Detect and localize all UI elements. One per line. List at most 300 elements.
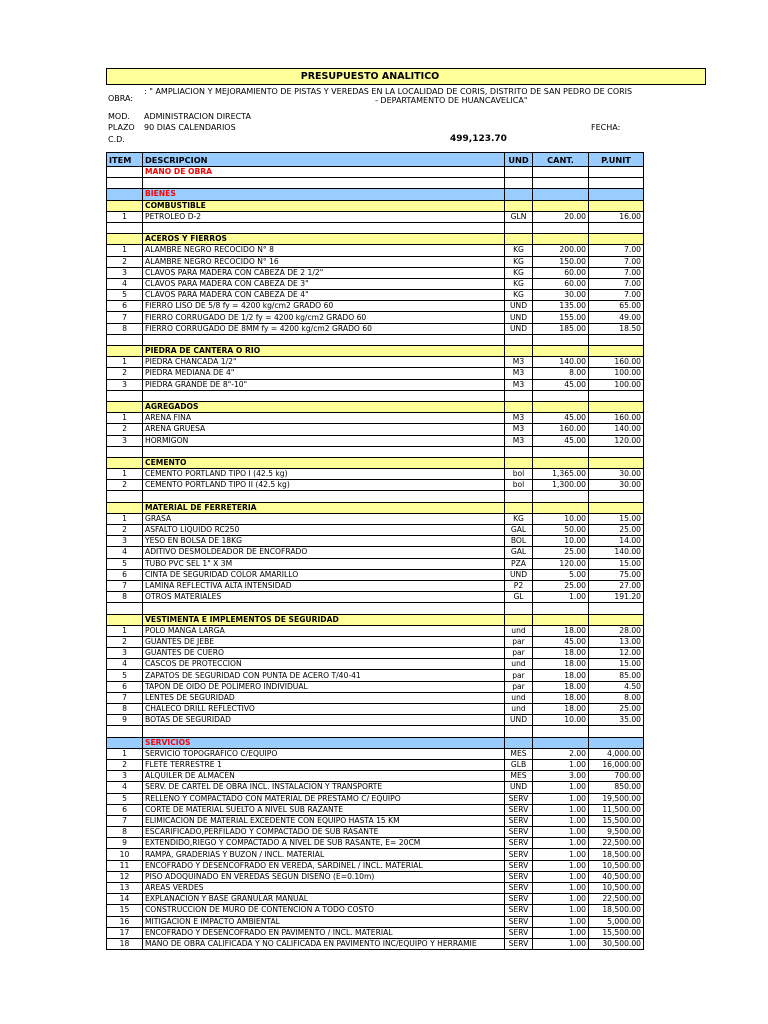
description-cell: ENCOFRADO Y DESENCOFRADO EN VEREDA, SARDINEL / INCL. MATERIAL [143, 860, 505, 871]
unit-price-cell: 15.00 [589, 659, 644, 670]
quantity-cell [533, 200, 589, 211]
blank-row [107, 222, 644, 233]
quantity-cell: 45.00 [533, 636, 589, 647]
description-cell: CEMENTO [143, 457, 505, 468]
unit-price-cell: 100.00 [589, 368, 644, 379]
description-cell [143, 390, 505, 401]
item-number-cell: 3 [107, 771, 143, 782]
header-unit: UND [505, 153, 533, 167]
quantity-cell: 135.00 [533, 301, 589, 312]
table-row [107, 681, 644, 692]
cd-label: C.D. [108, 135, 125, 144]
description-cell: CHALECO DRILL REFLECTIVO [143, 704, 505, 715]
quantity-cell: 1.00 [533, 860, 589, 871]
unit-price-cell: 18.50 [589, 323, 644, 334]
unit-price-cell: 850.00 [589, 782, 644, 793]
unit-price-cell: 13.00 [589, 636, 644, 647]
quantity-cell: 25.00 [533, 547, 589, 558]
category-row [107, 234, 644, 245]
item-number-cell: 6 [107, 301, 143, 312]
quantity-cell [533, 222, 589, 233]
unit-cell [505, 178, 533, 189]
unit-cell: GLN [505, 211, 533, 222]
section-row [107, 737, 644, 748]
item-number-cell: 2 [107, 759, 143, 770]
unit-price-cell [589, 446, 644, 457]
table-row [107, 267, 644, 278]
unit-price-cell [589, 614, 644, 625]
description-cell: LENTES DE SEGURIDAD [143, 692, 505, 703]
quantity-cell: 30.00 [533, 290, 589, 301]
quantity-cell: 140.00 [533, 357, 589, 368]
description-cell: RAMPA, GRADERIAS Y BUZON / INCL. MATERIAL [143, 849, 505, 860]
blank-row [107, 603, 644, 614]
item-number-cell: 5 [107, 670, 143, 681]
unit-cell: MES [505, 771, 533, 782]
category-row [107, 200, 644, 211]
table-row [107, 547, 644, 558]
table-row [107, 558, 644, 569]
unit-cell: UND [505, 782, 533, 793]
unit-cell: SERV [505, 804, 533, 815]
unit-price-cell [589, 167, 644, 178]
unit-price-cell: 16,000.00 [589, 759, 644, 770]
item-number-cell: 4 [107, 659, 143, 670]
unit-price-cell: 27.00 [589, 580, 644, 591]
item-number-cell [107, 401, 143, 412]
quantity-cell: 10.00 [533, 715, 589, 726]
unit-price-cell: 18,500.00 [589, 849, 644, 860]
item-number-cell: 4 [107, 547, 143, 558]
table-row [107, 625, 644, 636]
table-row [107, 860, 644, 871]
quantity-cell: 1.00 [533, 871, 589, 882]
item-number-cell [107, 603, 143, 614]
item-number-cell: 6 [107, 569, 143, 580]
unit-price-cell: 11,500.00 [589, 804, 644, 815]
quantity-cell: 1,365.00 [533, 469, 589, 480]
unit-price-cell: 40,500.00 [589, 871, 644, 882]
item-number-cell: 9 [107, 838, 143, 849]
header-unit-price: P.UNIT [589, 153, 644, 167]
quantity-cell [533, 401, 589, 412]
unit-price-cell [589, 200, 644, 211]
unit-price-cell: 75.00 [589, 569, 644, 580]
document-title: PRESUPUESTO ANALITICO [106, 68, 706, 85]
unit-cell: SERV [505, 905, 533, 916]
description-cell: GUANTES DE JEBE [143, 636, 505, 647]
quantity-cell: 1.00 [533, 838, 589, 849]
table-row [107, 782, 644, 793]
quantity-cell: 1.00 [533, 905, 589, 916]
unit-cell: GL [505, 592, 533, 603]
item-number-cell: 1 [107, 413, 143, 424]
unit-price-cell [589, 178, 644, 189]
table-row [107, 804, 644, 815]
table-row [107, 323, 644, 334]
item-number-cell: 17 [107, 927, 143, 938]
item-number-cell: 3 [107, 536, 143, 547]
item-number-cell: 2 [107, 525, 143, 536]
quantity-cell: 1.00 [533, 793, 589, 804]
unit-price-cell: 100.00 [589, 379, 644, 390]
table-row [107, 312, 644, 323]
description-cell: CLAVOS PARA MADERA CON CABEZA DE 4" [143, 290, 505, 301]
unit-cell [505, 614, 533, 625]
unit-price-cell: 65.00 [589, 301, 644, 312]
item-number-cell: 7 [107, 580, 143, 591]
quantity-cell: 1.00 [533, 592, 589, 603]
unit-price-cell: 16.00 [589, 211, 644, 222]
unit-cell [505, 502, 533, 513]
description-cell: PISO ADOQUINADO EN VEREDAS SEGUN DISEÑO (E=0.10m) [143, 871, 505, 882]
mod-label: MOD. [108, 112, 130, 121]
item-number-cell [107, 446, 143, 457]
table-row [107, 536, 644, 547]
table-row [107, 938, 644, 949]
quantity-cell [533, 167, 589, 178]
item-number-cell [107, 457, 143, 468]
unit-cell: M3 [505, 368, 533, 379]
unit-cell: M3 [505, 413, 533, 424]
description-cell: ASFALTO LIQUIDO RC250 [143, 525, 505, 536]
unit-cell: SERV [505, 838, 533, 849]
description-cell: ALQUILER DE ALMACEN [143, 771, 505, 782]
unit-price-cell [589, 189, 644, 200]
item-number-cell: 12 [107, 871, 143, 882]
category-row [107, 614, 644, 625]
unit-price-cell: 8.00 [589, 692, 644, 703]
item-number-cell [107, 390, 143, 401]
unit-price-cell: 700.00 [589, 771, 644, 782]
quantity-cell: 18.00 [533, 704, 589, 715]
item-number-cell [107, 200, 143, 211]
quantity-cell: 18.00 [533, 659, 589, 670]
quantity-cell: 1.00 [533, 927, 589, 938]
unit-cell: SERV [505, 871, 533, 882]
quantity-cell [533, 390, 589, 401]
item-number-cell [107, 222, 143, 233]
table-row [107, 916, 644, 927]
unit-cell: P2 [505, 580, 533, 591]
quantity-cell [533, 614, 589, 625]
quantity-cell: 20.00 [533, 211, 589, 222]
unit-price-cell: 35.00 [589, 715, 644, 726]
unit-price-cell: 7.00 [589, 256, 644, 267]
unit-cell [505, 346, 533, 357]
quantity-cell [533, 457, 589, 468]
blank-row [107, 491, 644, 502]
table-row [107, 525, 644, 536]
unit-cell: und [505, 659, 533, 670]
quantity-cell: 150.00 [533, 256, 589, 267]
table-row [107, 894, 644, 905]
quantity-cell: 1.00 [533, 782, 589, 793]
item-number-cell: 1 [107, 245, 143, 256]
unit-price-cell: 7.00 [589, 290, 644, 301]
table-row [107, 245, 644, 256]
description-cell: ALAMBRE NEGRO RECOCIDO N° 16 [143, 256, 505, 267]
description-cell: PIEDRA MEDIANA DE 4" [143, 368, 505, 379]
item-number-cell: 15 [107, 905, 143, 916]
unit-price-cell: 28.00 [589, 625, 644, 636]
description-cell: MANO DE OBRA CALIFICADA Y NO CALIFICADA EN PAVIMENTO INC/EQUIPO Y HERRAMIE [143, 938, 505, 949]
table-row [107, 256, 644, 267]
item-number-cell: 2 [107, 480, 143, 491]
unit-price-cell [589, 234, 644, 245]
description-cell: HORMIGON [143, 435, 505, 446]
table-row [107, 480, 644, 491]
unit-cell: KG [505, 256, 533, 267]
unit-cell: SERV [505, 815, 533, 826]
unit-price-cell: 160.00 [589, 357, 644, 368]
unit-cell: par [505, 648, 533, 659]
unit-price-cell [589, 491, 644, 502]
section-row [107, 189, 644, 200]
item-number-cell [107, 167, 143, 178]
header-description: DESCRIPCION [143, 153, 505, 167]
description-cell: BIENES [143, 189, 505, 200]
blank-row [107, 726, 644, 737]
table-row [107, 513, 644, 524]
item-number-cell [107, 502, 143, 513]
quantity-cell: 18.00 [533, 670, 589, 681]
quantity-cell [533, 446, 589, 457]
quantity-cell: 50.00 [533, 525, 589, 536]
quantity-cell [533, 603, 589, 614]
quantity-cell: 1.00 [533, 883, 589, 894]
description-cell: PIEDRA GRANDE DE 8"-10" [143, 379, 505, 390]
unit-cell: bol [505, 469, 533, 480]
item-number-cell: 8 [107, 704, 143, 715]
unit-price-cell: 9,500.00 [589, 827, 644, 838]
table-row [107, 871, 644, 882]
description-cell: ALAMBRE NEGRO RECOCIDO N° 8 [143, 245, 505, 256]
description-cell: EXPLANACION Y BASE GRANULAR MANUAL [143, 894, 505, 905]
unit-price-cell: 85.00 [589, 670, 644, 681]
table-row [107, 368, 644, 379]
description-cell: PIEDRA CHANCADA 1/2" [143, 357, 505, 368]
table-row [107, 569, 644, 580]
unit-price-cell [589, 603, 644, 614]
description-cell [143, 491, 505, 502]
item-number-cell: 1 [107, 513, 143, 524]
unit-price-cell: 22,500.00 [589, 838, 644, 849]
unit-price-cell: 10,500.00 [589, 860, 644, 871]
quantity-cell: 120.00 [533, 558, 589, 569]
item-number-cell: 11 [107, 860, 143, 871]
description-cell: CONSTRUCCION DE MURO DE CONTENCION A TODO COSTO [143, 905, 505, 916]
budget-table [106, 152, 644, 950]
description-cell: ENCOFRADO Y DESENCOFRADO EN PAVIMENTO / INCL. MATERIAL [143, 927, 505, 938]
budget-table-body [107, 153, 644, 950]
quantity-cell: 45.00 [533, 379, 589, 390]
item-number-cell: 9 [107, 715, 143, 726]
unit-cell: und [505, 704, 533, 715]
blank-row [107, 446, 644, 457]
table-row [107, 704, 644, 715]
item-number-cell: 7 [107, 692, 143, 703]
description-cell: TUBO PVC SEL 1" X 3M [143, 558, 505, 569]
item-number-cell: 4 [107, 278, 143, 289]
quantity-cell: 185.00 [533, 323, 589, 334]
table-row [107, 692, 644, 703]
unit-cell: M3 [505, 424, 533, 435]
item-number-cell [107, 178, 143, 189]
table-row [107, 759, 644, 770]
unit-cell: par [505, 681, 533, 692]
unit-cell: SERV [505, 860, 533, 871]
description-cell: COMBUSTIBLE [143, 200, 505, 211]
description-cell: GUANTES DE CUERO [143, 648, 505, 659]
description-cell: ADITIVO DESMOLDEADOR DE ENCOFRADO [143, 547, 505, 558]
table-row [107, 670, 644, 681]
item-number-cell: 16 [107, 916, 143, 927]
item-number-cell: 18 [107, 938, 143, 949]
unit-price-cell: 191.20 [589, 592, 644, 603]
item-number-cell: 2 [107, 424, 143, 435]
quantity-cell: 1.00 [533, 916, 589, 927]
description-cell: BOTAS DE SEGURIDAD [143, 715, 505, 726]
description-cell: SERVICIOS [143, 737, 505, 748]
table-row [107, 413, 644, 424]
item-number-cell [107, 189, 143, 200]
quantity-cell: 1.00 [533, 938, 589, 949]
unit-cell: M3 [505, 379, 533, 390]
quantity-cell: 1.00 [533, 759, 589, 770]
table-row [107, 815, 644, 826]
quantity-cell: 10.00 [533, 513, 589, 524]
quantity-cell: 155.00 [533, 312, 589, 323]
table-row [107, 211, 644, 222]
item-number-cell [107, 726, 143, 737]
unit-price-cell: 30,500.00 [589, 938, 644, 949]
item-number-cell: 1 [107, 625, 143, 636]
table-row [107, 827, 644, 838]
unit-cell: M3 [505, 357, 533, 368]
table-row [107, 580, 644, 591]
quantity-cell: 18.00 [533, 625, 589, 636]
table-row [107, 278, 644, 289]
table-row [107, 290, 644, 301]
unit-price-cell: 25.00 [589, 525, 644, 536]
item-number-cell [107, 334, 143, 345]
item-number-cell: 5 [107, 290, 143, 301]
description-cell: EXTENDIDO,RIEGO Y COMPACTADO A NIVEL DE SUB RASANTE, E= 20CM [143, 838, 505, 849]
quantity-cell: 1.00 [533, 894, 589, 905]
item-number-cell: 7 [107, 815, 143, 826]
quantity-cell [533, 737, 589, 748]
description-cell: ELIMICACION DE MATERIAL EXCEDENTE CON EQUIPO HASTA 15 KM [143, 815, 505, 826]
quantity-cell: 25.00 [533, 580, 589, 591]
quantity-cell: 18.00 [533, 648, 589, 659]
description-cell: VESTIMENTA E IMPLEMENTOS DE SEGURIDAD [143, 614, 505, 625]
quantity-cell: 3.00 [533, 771, 589, 782]
unit-price-cell: 7.00 [589, 245, 644, 256]
fecha-label: FECHA: [591, 123, 621, 132]
table-row [107, 849, 644, 860]
unit-cell [505, 189, 533, 200]
unit-cell [505, 200, 533, 211]
item-number-cell [107, 737, 143, 748]
unit-cell [505, 334, 533, 345]
unit-cell: M3 [505, 435, 533, 446]
unit-cell: GAL [505, 547, 533, 558]
table-row [107, 905, 644, 916]
item-number-cell: 5 [107, 793, 143, 804]
unit-price-cell: 19,500.00 [589, 793, 644, 804]
description-cell [143, 446, 505, 457]
category-row [107, 401, 644, 412]
quantity-cell: 8.00 [533, 368, 589, 379]
table-row [107, 379, 644, 390]
description-cell: MITIGACION E IMPACTO AMBIENTAL [143, 916, 505, 927]
description-cell: GRASA [143, 513, 505, 524]
unit-cell: bol [505, 480, 533, 491]
unit-price-cell: 120.00 [589, 435, 644, 446]
table-row [107, 592, 644, 603]
quantity-cell [533, 502, 589, 513]
blank-row [107, 334, 644, 345]
unit-price-cell [589, 334, 644, 345]
unit-cell: KG [505, 245, 533, 256]
unit-price-cell: 14.00 [589, 536, 644, 547]
description-cell: TAPON DE OIDO DE POLIMERO INDIVIDUAL [143, 681, 505, 692]
quantity-cell: 18.00 [533, 681, 589, 692]
unit-price-cell [589, 346, 644, 357]
quantity-cell [533, 346, 589, 357]
unit-cell: SERV [505, 883, 533, 894]
description-cell: ACEROS Y FIERROS [143, 234, 505, 245]
description-cell: SERVICIO TOPOGRAFICO C/EQUIPO [143, 748, 505, 759]
description-cell: PIEDRA DE CANTERA O RIO [143, 346, 505, 357]
description-cell: MANO DE OBRA [143, 167, 505, 178]
table-header-row [107, 153, 644, 167]
unit-price-cell: 4.50 [589, 681, 644, 692]
cd-value: 499,123.70 [450, 134, 507, 144]
unit-cell [505, 222, 533, 233]
blank-row [107, 178, 644, 189]
table-row [107, 424, 644, 435]
description-cell [143, 222, 505, 233]
unit-price-cell: 15,500.00 [589, 815, 644, 826]
unit-cell: KG [505, 267, 533, 278]
unit-price-cell: 15.00 [589, 513, 644, 524]
item-number-cell: 13 [107, 883, 143, 894]
unit-price-cell: 4,000.00 [589, 748, 644, 759]
quantity-cell: 1.00 [533, 804, 589, 815]
unit-cell: SERV [505, 894, 533, 905]
item-number-cell [107, 234, 143, 245]
unit-cell: KG [505, 513, 533, 524]
description-cell: CEMENTO PORTLAND TIPO I (42.5 kg) [143, 469, 505, 480]
quantity-cell [533, 491, 589, 502]
unit-price-cell [589, 457, 644, 468]
unit-price-cell: 18,500.00 [589, 905, 644, 916]
obra-line-2: - DEPARTAMENTO DE HUANCAVELICA" [375, 96, 528, 105]
unit-cell: SERV [505, 938, 533, 949]
item-number-cell: 5 [107, 558, 143, 569]
table-row [107, 748, 644, 759]
description-cell: AREAS VERDES [143, 883, 505, 894]
quantity-cell: 1.00 [533, 849, 589, 860]
unit-cell: UND [505, 569, 533, 580]
unit-cell [505, 726, 533, 737]
unit-price-cell: 10,500.00 [589, 883, 644, 894]
item-number-cell: 14 [107, 894, 143, 905]
item-number-cell: 3 [107, 648, 143, 659]
unit-price-cell [589, 401, 644, 412]
